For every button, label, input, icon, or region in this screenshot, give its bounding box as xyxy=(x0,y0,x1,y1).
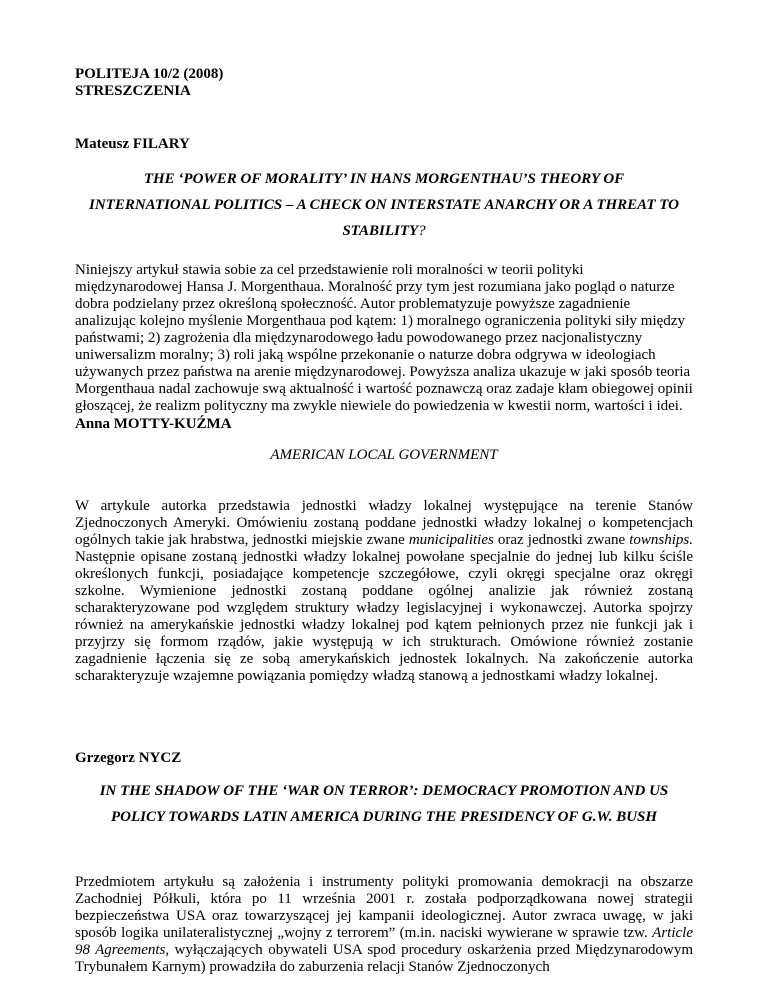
abstract-text xyxy=(75,498,693,685)
title-line: THE ‘POWER OF MORALITY’ IN HANS MORGENTHAU’S THEORY OF xyxy=(143,171,625,187)
article-author: Grzegorz NYCZ xyxy=(75,750,182,766)
article-title xyxy=(60,166,708,244)
abstract-segment: Przedmiotem artykułu są założenia i instrumenty polityki promowania demokracji na obszarze Zachodniej Półkuli, która po 11 września 2001 r. została podporządkowana nowej strategii bezpieczeństwa USA oraz towarzyszącej jej kampanii ideologicznej. Autor zwraca uwagę, w jaki sposób logika unilateralistycznej „wojny z terrorem” (m.in. naciski wywierane w sprawie tzw. xyxy=(75,874,693,941)
abstract-segment: , wyłączających obywateli USA spod procedury oskarżenia przed Międzynarodowym Trybunałem Karnym) prowadziła do zaburzenia relacji Stanów Zjednoczonych xyxy=(75,942,693,975)
article-title xyxy=(60,778,708,830)
abstract-segment: Następnie opisane zostaną jednostki władzy lokalnej powołane specjalnie do jednej lub kilku ściśle określonych funkcji, posiadające kompetencje szczegółowe, czyli okręgi specjalne oraz okręgi szkolne. Wymienione jednostki zostaną poddane ogólnej analizie jak również zostaną scharakteryzowane pod względem struktury władzy legislacyjnej i wykonawczej. Autorka spojrzy również na amerykańskie jednostki władzy lokalnej pod kątem pełnionych przez nie funkcji jak i przyjrzy się formom rządów, jakie występują w ich strukturach. Omówione również zostanie zagadnienie łączenia się ze sobą amerykańskich jednostek lokalnych. Na zakończenie autorka scharakteryzuje wzajemne powiązania pomiędzy władzą stanową a jednostkami władzy lokalnej. xyxy=(75,549,693,684)
journal-header xyxy=(75,66,223,100)
title-line: STABILITY xyxy=(342,223,419,239)
title-line: AMERICAN LOCAL GOVERNMENT xyxy=(270,447,498,463)
title-question-mark: ? xyxy=(418,223,426,239)
article-abstract xyxy=(75,498,693,685)
abstract-text xyxy=(75,874,693,976)
title-line: IN THE SHADOW OF THE ‘WAR ON TERROR’: DEMOCRACY PROMOTION AND US xyxy=(99,783,669,799)
abstract-italic-term: municipalities xyxy=(408,532,494,548)
journal-name: POLITEJA 10/2 (2008) xyxy=(75,66,224,82)
article-author: Mateusz FILARY xyxy=(75,136,190,152)
abstract-segment: oraz jednostki zwane xyxy=(493,532,630,548)
abstract-italic-term: townships. xyxy=(629,532,693,548)
title-line-last xyxy=(60,218,708,244)
article-abstract xyxy=(75,874,693,976)
abstract-segment: W artykule autorka przedstawia jednostki władzy lokalnej występujące na terenie Stanów Zjednoczonych Ameryki. Omówieniu zostaną poddane jednostki władzy lokalnej o kompetencjach ogólnych takie jak hrabstwa, jednostki miejskie zwane xyxy=(75,498,693,548)
abstract-text: Niniejszy artykuł stawia sobie za cel przedstawienie roli moralności w teorii polityki międzynarodowej Hansa J. Morgenthaua. Moralność przy tym jest rozumiana jako pogląd o naturze dobra podzielany przez określoną społeczność. Autor problematyzuje powyższe zagadnienie analizując kolejno myślenie Morgenthaua pod kątem: 1) moralnego ograniczenia polityki siły między państwami; 2) zagrożenia dla międzynarodowego ładu powodowanego przez nacjonalistyczny uniwersalizm moralny; 3) roli jaką wspólne przekonanie o naturze dobra odgrywa w ideologiach używanych przez państwa na arenie międzynarodowej. Powyższa analiza ukazuje w jaki sposób teoria Morgenthaua nadal zachowuje swą aktualność i wartość poznawczą oraz zadaje kłam obiegowej opinii głoszącej, że realizm polityczny ma zwykle niewiele do powiedzenia w kwestii norm, wartości i idei. xyxy=(75,262,693,414)
article-title xyxy=(60,442,708,468)
abstract-italic-term: Article 98 Agreements xyxy=(75,925,693,958)
section-name: STRESZCZENIA xyxy=(75,83,191,99)
article-abstract xyxy=(75,262,693,415)
title-line: POLICY TOWARDS LATIN AMERICA DURING THE PRESIDENCY OF G.W. BUSH xyxy=(110,809,658,825)
title-line: INTERNATIONAL POLITICS – A CHECK ON INTERSTATE ANARCHY OR A THREAT TO xyxy=(89,197,679,213)
article-author: Anna MOTTY-KUŹMA xyxy=(75,416,232,432)
